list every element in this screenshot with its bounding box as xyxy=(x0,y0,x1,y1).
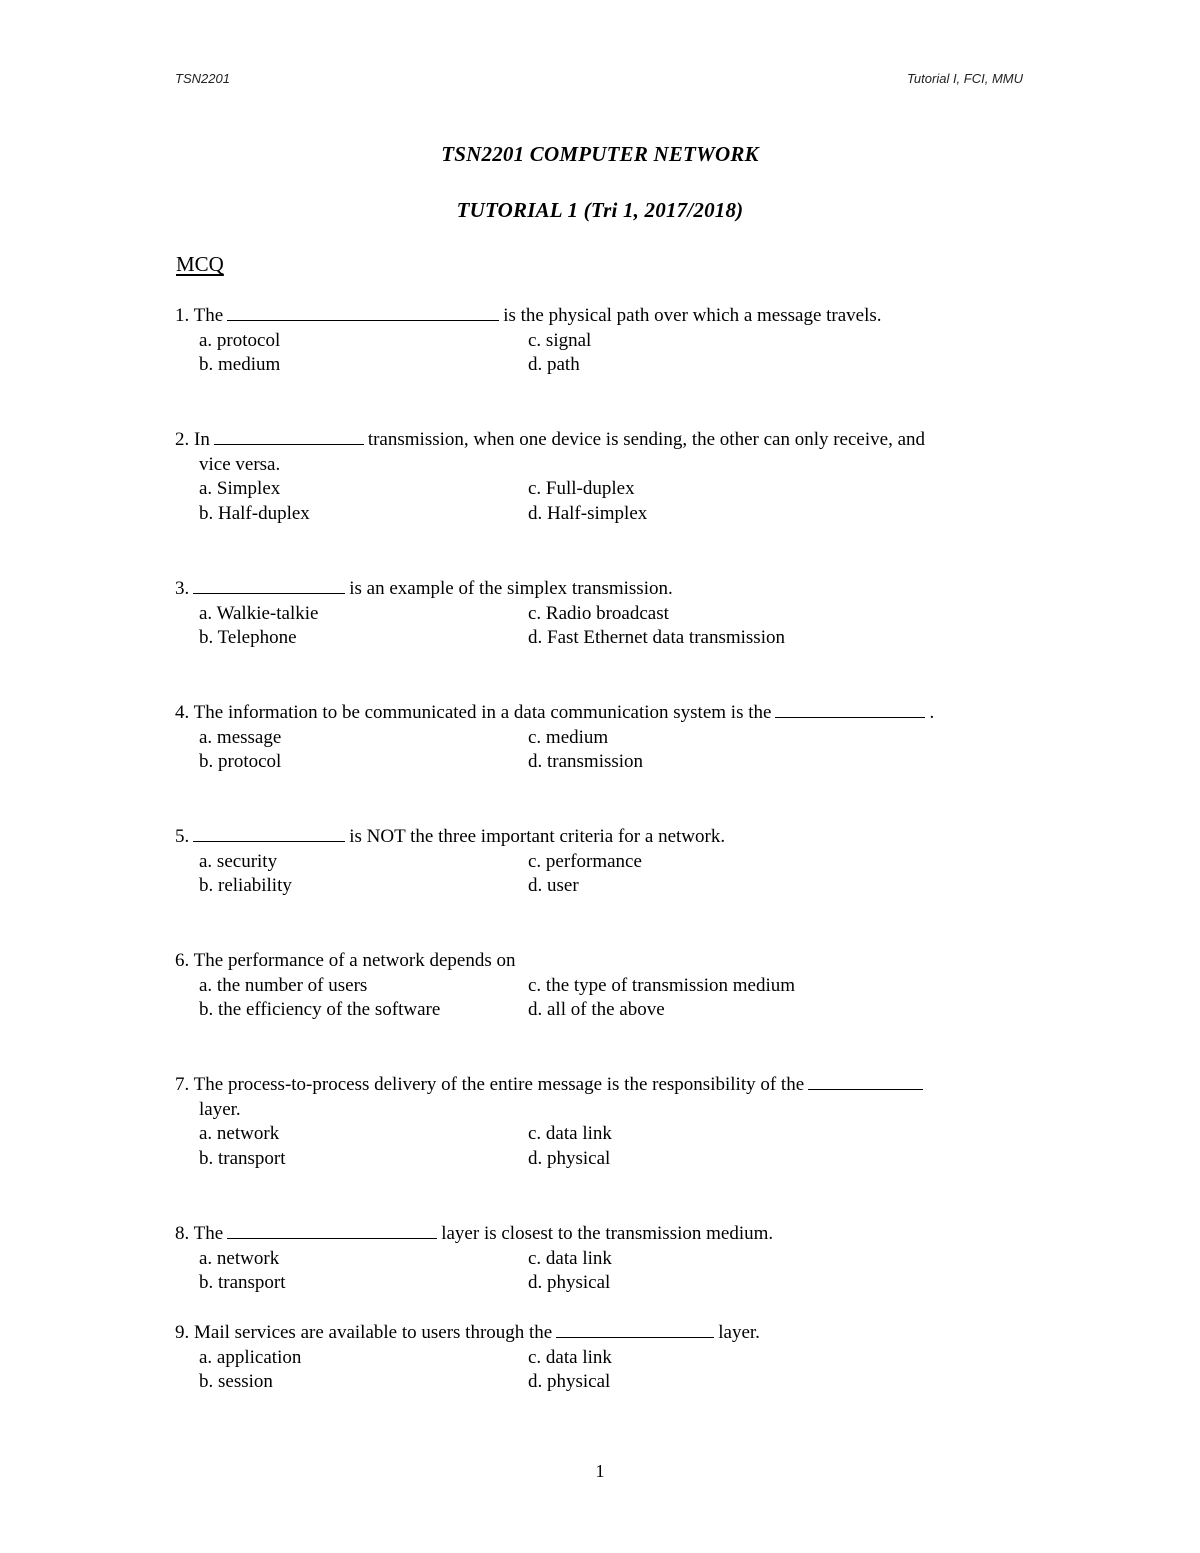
option-c: c. data link xyxy=(528,1247,612,1269)
question-number: 4. xyxy=(175,702,190,723)
question-stem xyxy=(175,701,1025,726)
option-b: b. Half-duplex xyxy=(199,503,310,525)
question-9 xyxy=(175,1321,1025,1395)
question-text-after-blank: layer. xyxy=(718,1322,760,1343)
option-b: b. the efficiency of the software xyxy=(199,999,441,1021)
answer-blank xyxy=(193,577,345,594)
option-b: b. medium xyxy=(199,354,281,376)
question-8 xyxy=(175,1222,1025,1296)
option-a: a. message xyxy=(199,726,282,748)
question-7 xyxy=(175,1073,1025,1172)
answer-blank xyxy=(227,304,499,321)
question-5 xyxy=(175,825,1025,899)
question-text-before-blank: The xyxy=(193,1223,224,1244)
question-number: 1. xyxy=(175,305,190,326)
question-number: 8. xyxy=(175,1223,190,1244)
question-2 xyxy=(175,428,1025,527)
question-1 xyxy=(175,304,1025,378)
question-text-before-blank: In xyxy=(194,429,210,450)
question-stem xyxy=(175,1222,1025,1247)
option-b: b. Telephone xyxy=(199,627,297,649)
option-a: a. security xyxy=(199,850,278,872)
question-text-after-blank: layer is closest to the transmission medium. xyxy=(441,1223,774,1244)
answer-blank xyxy=(214,428,364,445)
question-stem xyxy=(175,428,1025,453)
question-number: 2. xyxy=(175,429,190,450)
option-d: d. physical xyxy=(528,1272,611,1294)
answer-options xyxy=(175,726,1025,775)
question-text-after-blank: is NOT the three important criteria for a network. xyxy=(349,826,726,847)
question-number: 5. xyxy=(175,826,190,847)
answer-options xyxy=(175,602,1025,651)
answer-options xyxy=(175,329,1025,378)
answer-blank xyxy=(556,1321,714,1338)
answer-options xyxy=(175,1122,1025,1171)
answer-options xyxy=(175,1346,1025,1395)
option-d: d. physical xyxy=(528,1148,611,1170)
question-text-after-blank: transmission, when one device is sending, the other can only receive, and xyxy=(367,429,925,450)
question-stem xyxy=(175,949,1025,974)
question-3 xyxy=(175,577,1025,651)
question-text-before-blank: The information to be communicated in a data communication system is the xyxy=(193,702,772,723)
answer-blank xyxy=(808,1073,923,1090)
question-text-after-blank: is the physical path over which a message travels. xyxy=(503,305,882,326)
option-d: d. path xyxy=(528,354,580,376)
option-c: c. the type of transmission medium xyxy=(528,974,796,996)
answer-options xyxy=(175,477,1025,526)
option-d: d. Half-simplex xyxy=(528,503,648,525)
option-c: c. data link xyxy=(528,1123,612,1145)
option-c: c. Radio broadcast xyxy=(528,602,669,624)
question-stem xyxy=(175,825,1025,850)
answer-options xyxy=(175,974,1025,1023)
header-course-code: TSN2201 xyxy=(175,71,230,86)
option-a: a. the number of users xyxy=(199,974,368,996)
question-stem xyxy=(175,577,1025,602)
question-4 xyxy=(175,701,1025,775)
question-6 xyxy=(175,949,1025,1023)
option-a: a. network xyxy=(199,1123,280,1145)
question-text-after-blank: . xyxy=(929,702,935,723)
option-a: a. Simplex xyxy=(199,478,281,500)
section-heading-mcq: MCQ xyxy=(176,252,224,276)
option-d: d. user xyxy=(528,875,579,897)
question-number: 7. xyxy=(175,1074,190,1095)
option-d: d. all of the above xyxy=(528,999,665,1021)
answer-blank xyxy=(775,701,925,718)
option-a: a. network xyxy=(199,1247,280,1269)
option-d: d. Fast Ethernet data transmission xyxy=(528,627,785,649)
answer-blank xyxy=(193,825,345,842)
header-tutorial-info: Tutorial I, FCI, MMU xyxy=(906,71,1023,86)
option-b: b. session xyxy=(199,1371,273,1393)
question-stem xyxy=(175,304,1025,329)
page-number: 1 xyxy=(595,1461,605,1481)
question-text-before-blank: Mail services are available to users through the xyxy=(194,1322,553,1343)
question-continuation: vice versa. xyxy=(199,453,281,475)
option-c: c. data link xyxy=(528,1346,612,1368)
document-title: TSN2201 COMPUTER NETWORK xyxy=(441,142,759,166)
option-b: b. protocol xyxy=(199,751,282,773)
page-header xyxy=(175,71,1023,91)
question-number: 6. xyxy=(175,950,190,971)
question-stem xyxy=(175,1321,1025,1346)
question-text-before-blank: The xyxy=(193,305,224,326)
document-subtitle: TUTORIAL 1 (Tri 1, 2017/2018) xyxy=(456,198,744,222)
answer-options xyxy=(175,1247,1025,1296)
option-b: b. reliability xyxy=(199,875,292,897)
option-c: c. medium xyxy=(528,726,609,748)
question-number: 9. xyxy=(175,1322,190,1343)
option-d: d. transmission xyxy=(528,751,644,773)
option-a: a. protocol xyxy=(199,329,281,351)
question-stem xyxy=(175,1073,1025,1098)
question-text-before-blank: The process-to-process delivery of the entire message is the responsibility of the xyxy=(193,1074,805,1095)
option-d: d. physical xyxy=(528,1371,611,1393)
option-a: a. application xyxy=(199,1346,302,1368)
option-a: a. Walkie-talkie xyxy=(199,602,319,624)
option-c: c. signal xyxy=(528,329,592,351)
option-c: c. Full-duplex xyxy=(528,478,635,500)
answer-options xyxy=(175,850,1025,899)
answer-blank xyxy=(227,1222,437,1239)
option-b: b. transport xyxy=(199,1148,286,1170)
option-b: b. transport xyxy=(199,1272,286,1294)
question-number: 3. xyxy=(175,578,190,599)
option-c: c. performance xyxy=(528,850,642,872)
question-text: The performance of a network depends on xyxy=(193,950,516,971)
question-continuation: layer. xyxy=(199,1098,241,1120)
question-text-after-blank: is an example of the simplex transmission. xyxy=(349,578,673,599)
